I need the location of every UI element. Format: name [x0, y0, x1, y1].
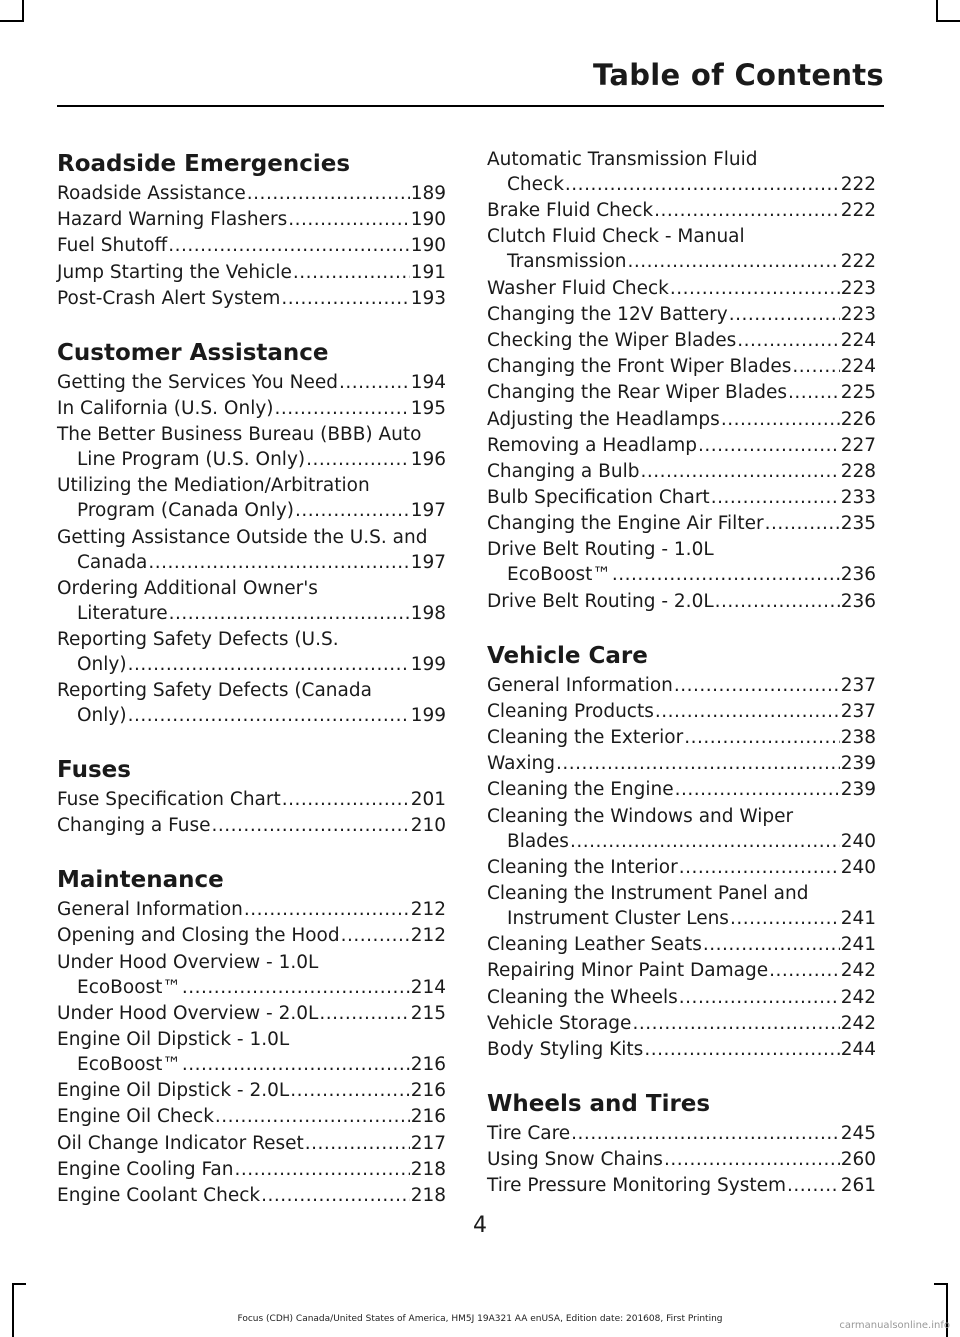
toc-entry-title: Reporting Safety Defects (Canada	[57, 680, 372, 702]
dot-leader	[715, 589, 840, 614]
toc-entry-title: Only)	[77, 653, 127, 675]
toc-entry-title: Under Hood Overview - 2.0L	[57, 1002, 319, 1024]
dot-leader	[182, 975, 410, 1000]
toc-entry-title: Reporting Safety Defects (U.S.	[57, 628, 339, 650]
dot-leader	[787, 1173, 840, 1198]
toc-entry[interactable]	[487, 537, 876, 587]
dot-leader	[729, 302, 840, 327]
toc-entry[interactable]	[487, 751, 876, 776]
toc-entry[interactable]	[57, 678, 446, 728]
toc-entry-title: Changing the 12V Battery	[487, 303, 728, 325]
dot-leader	[341, 923, 410, 948]
toc-entry-page: 233	[840, 487, 876, 509]
toc-entry-title: Removing a Headlamp	[487, 434, 698, 456]
toc-entry-title: Instrument Cluster Lens	[507, 907, 729, 929]
toc-entry[interactable]	[57, 396, 446, 421]
toc-entry[interactable]	[487, 328, 876, 353]
toc-entry-page: 210	[410, 815, 446, 837]
dot-leader	[275, 396, 410, 421]
toc-entry[interactable]	[57, 923, 446, 948]
toc-entry-title: Using Snow Chains	[487, 1149, 663, 1171]
toc-entry-title: General Information	[487, 674, 673, 696]
toc-entry-page: 218	[410, 1158, 446, 1180]
dot-leader	[737, 328, 839, 353]
toc-entry-title: Vehicle Storage	[487, 1012, 632, 1034]
toc-left-column	[57, 147, 446, 1233]
toc-entry-page: 242	[840, 986, 876, 1008]
toc-entry-page: 216	[410, 1106, 446, 1128]
dot-leader	[319, 1001, 409, 1026]
crop-mark	[22, 0, 24, 22]
toc-entry[interactable]	[57, 1027, 446, 1077]
toc-entry[interactable]	[57, 1157, 446, 1182]
toc-entry-page: 222	[840, 251, 876, 273]
dot-leader	[612, 562, 840, 587]
toc-entry[interactable]	[487, 804, 876, 854]
toc-entry[interactable]	[487, 725, 876, 750]
toc-entry-title: Roadside Assistance	[57, 183, 246, 204]
toc-entry-title: Changing a Fuse	[57, 815, 211, 837]
dot-leader	[792, 354, 839, 379]
dot-leader	[684, 725, 840, 750]
dot-leader	[293, 260, 410, 285]
toc-entry-page: 189	[410, 183, 446, 204]
toc-entry-page: 239	[840, 779, 876, 801]
toc-entry-page: 237	[840, 700, 876, 722]
toc-entry-page: 212	[410, 899, 446, 921]
crop-mark	[12, 1283, 14, 1337]
dot-leader	[675, 777, 840, 802]
dot-leader	[295, 498, 410, 523]
toc-entry-page: 197	[410, 551, 446, 573]
toc-entry-page: 196	[410, 449, 446, 471]
toc-entry-title: Automatic Transmission Fluid	[487, 149, 758, 170]
dot-leader	[765, 511, 840, 536]
dot-leader	[670, 276, 840, 301]
toc-entry[interactable]	[487, 224, 876, 274]
toc-entry-page: 241	[840, 934, 876, 956]
toc-entry-title: Clutch Fluid Check - Manual	[487, 226, 745, 248]
toc-entry-title: EcoBoost™	[507, 564, 611, 586]
toc-entry[interactable]	[487, 958, 876, 983]
toc-entry-title: Fuse Specification Chart	[57, 789, 281, 811]
toc-entry[interactable]	[57, 207, 446, 232]
crop-mark	[938, 20, 960, 22]
toc-entry-title: Adjusting the Headlamps	[487, 408, 720, 430]
toc-entry-title: Drive Belt Routing - 1.0L	[487, 539, 714, 561]
dot-leader	[664, 1147, 840, 1172]
toc-entry[interactable]	[487, 985, 876, 1010]
toc-entry[interactable]	[57, 787, 446, 812]
toc-entry-page: 235	[840, 513, 876, 535]
toc-entry-title: The Better Business Bureau (BBB) Auto	[57, 424, 422, 446]
toc-entry-page: 261	[840, 1175, 876, 1197]
toc-entry[interactable]	[487, 777, 876, 802]
toc-section	[57, 753, 446, 838]
dot-leader	[288, 207, 409, 232]
toc-entry-title: Checking the Wiper Blades	[487, 329, 737, 351]
toc-entry-title: Cleaning the Wheels	[487, 986, 678, 1008]
toc-entry-page: 198	[410, 602, 446, 624]
toc-section	[487, 639, 876, 1062]
dot-leader	[247, 181, 410, 206]
toc-entry-title: Tire Care	[487, 1122, 571, 1144]
toc-entry[interactable]	[57, 950, 446, 1000]
toc-entry[interactable]	[57, 1183, 446, 1208]
toc-entry-page: 224	[840, 329, 876, 351]
toc-entry-page: 227	[840, 434, 876, 456]
toc-entry-page: 239	[840, 753, 876, 775]
dot-leader	[234, 1157, 409, 1182]
watermark: carmanualsonline.info	[839, 1320, 950, 1331]
toc-entry-title: Transmission	[507, 251, 627, 273]
toc-entry-title: Bulb Specification Chart	[487, 487, 710, 509]
toc-entry-page: 236	[840, 564, 876, 586]
toc-entry-page: 242	[840, 1012, 876, 1034]
toc-entry[interactable]	[487, 855, 876, 880]
toc-entry-title: Changing the Engine Air Filter	[487, 513, 764, 535]
toc-entry-page: 214	[410, 976, 446, 998]
toc-entry-title: Engine Cooling Fan	[57, 1158, 234, 1180]
toc-entry[interactable]	[57, 1078, 446, 1103]
dot-leader	[571, 1121, 840, 1146]
toc-entry-page: 245	[840, 1122, 876, 1144]
toc-entry-title: Opening and Closing the Hood	[57, 925, 340, 947]
toc-entry-page: 201	[410, 789, 446, 811]
toc-entry[interactable]	[487, 932, 876, 957]
dot-leader	[711, 485, 840, 510]
dot-leader	[244, 897, 410, 922]
toc-entry[interactable]	[487, 1173, 876, 1198]
dot-leader	[655, 699, 840, 724]
toc-right-column	[487, 147, 876, 1223]
dot-leader	[644, 1037, 839, 1062]
toc-section	[487, 147, 876, 614]
toc-entry-page: 193	[410, 287, 446, 309]
toc-entry-title: EcoBoost™	[77, 1054, 181, 1075]
toc-entry[interactable]	[57, 897, 446, 922]
toc-entry-title: Canada	[77, 551, 148, 573]
toc-entry-page: 190	[410, 235, 446, 257]
toc-entry-page: 242	[840, 960, 876, 982]
dot-leader	[215, 1104, 410, 1129]
toc-entry[interactable]	[57, 422, 446, 472]
dot-leader	[169, 601, 410, 626]
toc-entry[interactable]	[57, 525, 446, 575]
dot-leader	[282, 787, 410, 812]
toc-entry-title: Getting the Services You Need	[57, 371, 338, 393]
section-heading: Roadside Emergencies	[57, 151, 351, 177]
dot-leader	[556, 751, 840, 776]
toc-entry-page: 197	[410, 500, 446, 522]
toc-entry-title: Oil Change Indicator Reset	[57, 1132, 304, 1154]
dot-leader	[730, 906, 840, 931]
toc-entry-title: Repairing Minor Paint Damage	[487, 960, 769, 982]
dot-leader	[339, 370, 410, 395]
toc-entry-page: 238	[840, 727, 876, 748]
toc-entry-title: Waxing	[487, 753, 556, 775]
crop-mark	[934, 1283, 948, 1285]
dot-leader	[703, 932, 840, 957]
toc-entry-page: 215	[410, 1002, 446, 1024]
toc-section	[57, 863, 446, 1208]
toc-entry-page: 191	[410, 261, 446, 283]
toc-entry-page: 236	[840, 590, 876, 612]
toc-entry[interactable]	[57, 260, 446, 285]
dot-leader	[168, 233, 409, 258]
toc-entry-title: Hazard Warning Flashers	[57, 209, 288, 231]
toc-entry[interactable]	[487, 198, 876, 223]
toc-entry-title: Changing a Bulb	[487, 460, 640, 482]
dot-leader	[261, 1183, 410, 1208]
toc-entry-title: Engine Oil Dipstick - 2.0L	[57, 1080, 290, 1102]
toc-entry[interactable]	[487, 1121, 876, 1146]
toc-entry-page: 216	[410, 1080, 446, 1102]
toc-section	[57, 336, 446, 728]
dot-leader	[212, 813, 410, 838]
toc-entry-title: Engine Oil Dipstick - 1.0L	[57, 1029, 290, 1050]
dot-leader	[290, 1078, 409, 1103]
toc-entry[interactable]	[57, 473, 446, 523]
toc-entry-title: EcoBoost™	[77, 976, 181, 998]
section-heading: Fuses	[57, 757, 131, 784]
toc-entry-page: 194	[410, 371, 446, 393]
toc-entry-title: Brake Fluid Check	[487, 200, 654, 222]
toc-entry-page: 222	[840, 174, 876, 195]
toc-entry[interactable]	[487, 407, 876, 432]
toc-entry-title: Cleaning the Windows and Wiper	[487, 805, 794, 827]
toc-entry-page: 190	[410, 209, 446, 231]
dot-leader	[305, 1131, 410, 1156]
toc-entry-title: Utilizing the Mediation/Arbitration	[57, 475, 370, 497]
toc-entry-page: 260	[840, 1149, 876, 1171]
dot-leader	[632, 1011, 839, 1036]
toc-entry[interactable]	[57, 1104, 446, 1129]
section-heading: Vehicle Care	[487, 642, 648, 669]
toc-entry[interactable]	[487, 1147, 876, 1172]
toc-entry-title: Check	[507, 174, 564, 195]
toc-entry[interactable]	[57, 627, 446, 677]
toc-entry[interactable]	[57, 1131, 446, 1156]
dot-leader	[570, 829, 840, 854]
toc-entry-title: Cleaning the Interior	[487, 856, 678, 878]
toc-entry[interactable]	[487, 589, 876, 614]
toc-entry-page: 216	[410, 1054, 446, 1075]
toc-entry-page: 195	[410, 397, 446, 419]
toc-entry-title: Engine Oil Check	[57, 1106, 214, 1128]
toc-entry-title: Changing the Front Wiper Blades	[487, 356, 792, 378]
toc-entry[interactable]	[487, 302, 876, 327]
toc-section	[487, 1087, 876, 1198]
toc-entry-title: Line Program (U.S. Only)	[77, 449, 306, 471]
toc-entry-title: Fuel Shutoff	[57, 235, 168, 257]
toc-entry-page: 217	[410, 1132, 446, 1154]
toc-entry-page: 228	[840, 460, 876, 482]
toc-entry-page: 212	[410, 925, 446, 947]
dot-leader	[182, 1052, 410, 1077]
toc-entry-page: 244	[840, 1038, 876, 1060]
toc-entry-title: Getting Assistance Outside the U.S. and	[57, 526, 428, 548]
toc-entry-title: Changing the Rear Wiper Blades	[487, 382, 787, 404]
toc-entry-title: Program (Canada Only)	[77, 500, 295, 522]
toc-entry-page: 199	[410, 705, 446, 727]
toc-entry-title: Cleaning the Instrument Panel and	[487, 882, 809, 904]
dot-leader	[281, 286, 409, 311]
dot-leader	[628, 249, 840, 274]
toc-entry-page: 199	[410, 653, 446, 675]
toc-entry-title: Ordering Additional Owner's	[57, 577, 318, 599]
toc-entry[interactable]	[57, 286, 446, 311]
toc-entry[interactable]	[487, 433, 876, 458]
toc-entry-page: 237	[840, 674, 876, 696]
section-heading: Wheels and Tires	[487, 1090, 711, 1117]
toc-entry-title: Post-Crash Alert System	[57, 287, 281, 309]
toc-entry-page: 240	[840, 856, 876, 878]
toc-entry-title: Washer Fluid Check	[487, 277, 669, 299]
page-number: 4	[473, 1213, 487, 1238]
dot-leader	[769, 958, 840, 983]
toc-entry-title: Body Styling Kits	[487, 1038, 644, 1060]
toc-entry[interactable]	[487, 147, 876, 197]
toc-entry-page: 223	[840, 277, 876, 299]
toc-entry-title: Cleaning the Exterior	[487, 727, 684, 748]
dot-leader	[674, 673, 840, 698]
toc-entry-title: Drive Belt Routing - 2.0L	[487, 590, 714, 612]
toc-entry-title: Only)	[77, 705, 127, 727]
toc-entry-title: Cleaning Products	[487, 700, 654, 722]
toc-entry[interactable]	[57, 1001, 446, 1026]
toc-entry[interactable]	[57, 233, 446, 258]
toc-section	[57, 147, 446, 311]
dot-leader	[565, 172, 840, 197]
toc-entry[interactable]	[57, 576, 446, 626]
toc-entry[interactable]	[487, 485, 876, 510]
dot-leader	[679, 985, 840, 1010]
toc-entry[interactable]	[487, 380, 876, 405]
toc-entry-page: 240	[840, 830, 876, 852]
toc-entry[interactable]	[487, 459, 876, 484]
crop-mark	[0, 20, 22, 22]
toc-entry-page: 224	[840, 356, 876, 378]
toc-entry[interactable]	[487, 881, 876, 931]
dot-leader	[788, 380, 840, 405]
toc-entry[interactable]	[487, 673, 876, 698]
section-heading: Customer Assistance	[57, 339, 329, 366]
toc-entry[interactable]	[487, 511, 876, 536]
crop-mark	[936, 0, 938, 22]
toc-entry[interactable]	[487, 1037, 876, 1062]
toc-entry-title: Tire Pressure Monitoring System	[487, 1175, 787, 1197]
toc-entry-title: Literature	[77, 602, 168, 624]
toc-entry-page: 218	[410, 1184, 446, 1206]
toc-entry[interactable]	[487, 354, 876, 379]
dot-leader	[679, 855, 840, 880]
section-heading: Maintenance	[57, 867, 224, 894]
dot-leader	[306, 447, 410, 472]
toc-entry-title: Blades	[507, 830, 569, 852]
toc-entry[interactable]	[487, 699, 876, 724]
header-rule	[57, 105, 884, 107]
dot-leader	[128, 652, 410, 677]
toc-entry-title: Jump Starting the Vehicle	[57, 261, 292, 283]
toc-entry-page: 222	[840, 200, 876, 222]
dot-leader	[128, 703, 410, 728]
toc-entry-title: Cleaning the Engine	[487, 779, 674, 801]
toc-entry[interactable]	[487, 276, 876, 301]
dot-leader	[654, 198, 840, 223]
toc-entry[interactable]	[57, 181, 446, 206]
toc-entry-title: Engine Coolant Check	[57, 1184, 261, 1206]
toc-entry[interactable]	[487, 1011, 876, 1036]
toc-entry-page: 223	[840, 303, 876, 325]
toc-entry[interactable]	[57, 370, 446, 395]
dot-leader	[698, 433, 840, 458]
edition-footer: Focus (CDH) Canada/United States of America, HM5J 19A321 AA enUSA, Edition date: 201608, First Printing	[237, 1314, 723, 1324]
toc-entry[interactable]	[57, 813, 446, 838]
toc-entry-title: General Information	[57, 899, 243, 921]
toc-entry-page: 226	[840, 408, 876, 430]
toc-entry-title: In California (U.S. Only)	[57, 397, 274, 419]
dot-leader	[640, 459, 839, 484]
toc-entry-title: Under Hood Overview - 1.0L	[57, 951, 319, 973]
toc-entry-title: Cleaning Leather Seats	[487, 934, 702, 956]
dot-leader	[721, 407, 840, 432]
dot-leader	[148, 550, 409, 575]
page-title: Table of Contents	[593, 58, 884, 92]
toc-entry-page: 225	[840, 382, 876, 404]
toc-entry-page: 241	[840, 907, 876, 929]
crop-mark	[12, 1283, 26, 1285]
